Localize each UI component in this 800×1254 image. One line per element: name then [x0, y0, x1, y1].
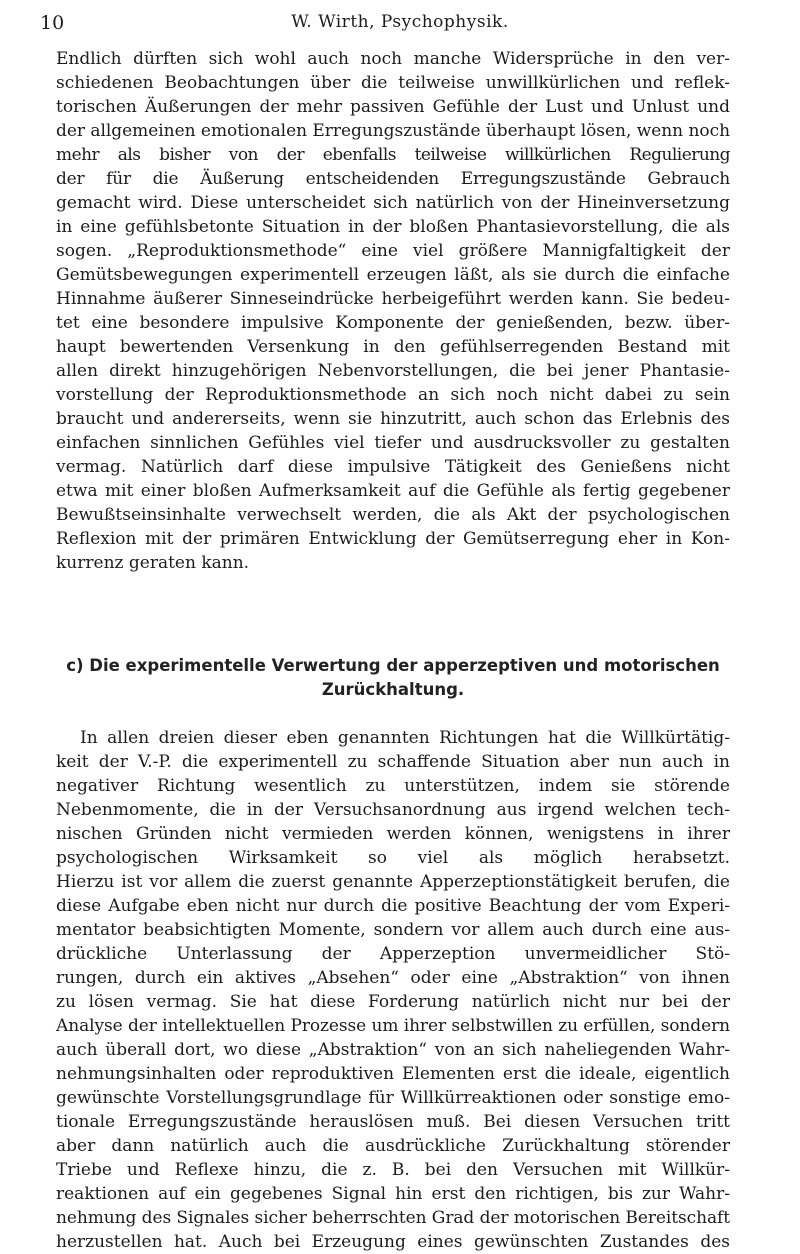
text-line: in eine gefühlsbetonte Situation in der bloßen Phantasievorstellung, die als	[56, 217, 730, 237]
text-line: drückliche Unterlassung der Apperzeption unvermeidlicher Stö-	[56, 944, 730, 964]
text-line: schiedenen Beobachtungen über die teilweise unwillkürlichen und reflek-	[56, 73, 730, 93]
text-line: diese Aufgabe eben nicht nur durch die positive Beachtung der vom Experi-	[56, 896, 730, 916]
text-line: etwa mit einer bloßen Aufmerksamkeit auf die Gefühle als fertig gegebener	[56, 481, 730, 501]
text-line: der für die Äußerung entscheidenden Erregungszustände Gebrauch	[56, 169, 730, 189]
text-line: einfachen sinnlichen Gefühles viel tiefer und ausdrucksvoller zu gestalten	[56, 433, 730, 453]
text-line: herzustellen hat. Auch bei Erzeugung eines gewünschten Zustandes des	[56, 1232, 730, 1252]
text-line: haupt bewertenden Versenkung in den gefühlserregenden Bestand mit	[56, 337, 730, 357]
text-line: Triebe und Reflexe hinzu, die z. B. bei den Versuchen mit Willkür-	[56, 1160, 730, 1180]
paragraph-1	[56, 47, 730, 575]
text-line: aber dann natürlich auch die ausdrückliche Zurückhaltung störender	[56, 1136, 730, 1156]
paragraph-2	[56, 726, 730, 1254]
text-line: sogen. „Reproduktionsmethode“ eine viel größere Mannigfaltigkeit der	[56, 241, 730, 261]
text-line: tet eine besondere impulsive Komponente der genießenden, bezw. über-	[56, 313, 730, 333]
text-line: tionale Erregungszustände herauslösen muß. Bei diesen Versuchen tritt	[56, 1112, 730, 1132]
text-line: reaktionen auf ein gegebenes Signal hin erst den richtigen, bis zur Wahr-	[56, 1184, 730, 1204]
text-line: nehmungsinhalten oder reproduktiven Elementen erst die ideale, eigentlich	[56, 1064, 730, 1084]
text-line: Endlich dürften sich wohl auch noch manche Widersprüche in den ver-	[56, 49, 730, 69]
text-line: Hinnahme äußerer Sinneseindrücke herbeigeführt werden kann. Sie bedeu-	[56, 289, 730, 309]
text-line: negativer Richtung wesentlich zu unterstützen, indem sie störende	[56, 776, 730, 796]
text-line: Reflexion mit der primären Entwicklung der Gemütserregung eher in Kon-	[56, 529, 730, 549]
text-line: allen direkt hinzugehörigen Nebenvorstellungen, die bei jener Phantasie-	[56, 361, 730, 381]
text-line: torischen Äußerungen der mehr passiven Gefühle der Lust und Unlust und	[56, 97, 730, 117]
text-line: kurrenz geraten kann.	[56, 553, 250, 573]
section-heading-line: c) Die experimentelle Verwertung der apperzeptiven und motorischen	[66, 656, 720, 675]
text-line: der allgemeinen emotionalen Erregungszustände überhaupt lösen, wenn noch	[56, 121, 730, 141]
text-line: gewünschte Vorstellungsgrundlage für Willkürreaktionen oder sonstige emo-	[56, 1088, 730, 1108]
text-line: rungen, durch ein aktives „Absehen“ oder eine „Abstraktion“ von ihnen	[56, 968, 730, 988]
text-line: zu lösen vermag. Sie hat diese Forderung natürlich nicht nur bei der	[56, 992, 730, 1012]
text-line: vorstellung der Reproduktionsmethode an sich noch nicht dabei zu sein	[56, 385, 730, 405]
text-line: Nebenmomente, die in der Versuchsanordnung aus irgend welchen tech-	[56, 800, 730, 820]
page-number: 10	[40, 12, 65, 34]
text-line: mentator beabsichtigten Momente, sondern vor allem auch durch eine aus-	[56, 920, 730, 940]
section-heading-line: Zurückhaltung.	[321, 680, 465, 699]
text-line: Bewußtseinsinhalte verwechselt werden, die als Akt der psychologischen	[56, 505, 730, 525]
section-heading	[56, 654, 730, 702]
text-line: gemacht wird. Diese unterscheidet sich natürlich von der Hineinversetzung	[56, 193, 730, 213]
running-head: W. Wirth, Psychophysik.	[291, 12, 509, 32]
page-header	[40, 12, 760, 38]
text-line: keit der V.-P. die experimentell zu schaffende Situation aber nun auch in	[56, 752, 730, 772]
text-line: psychologischen Wirksamkeit so viel als möglich herabsetzt.	[56, 848, 730, 868]
text-line: braucht und andererseits, wenn sie hinzutritt, auch schon das Erlebnis des	[56, 409, 730, 429]
text-line: Hierzu ist vor allem die zuerst genannte Apperzeptionstätigkeit berufen, die	[56, 872, 730, 892]
text-line: In allen dreien dieser eben genannten Richtungen hat die Willkürtätig-	[80, 728, 730, 748]
text-line: Analyse der intellektuellen Prozesse um ihrer selbstwillen zu erfüllen, sondern	[56, 1016, 730, 1036]
text-line: mehr als bisher von der ebenfalls teilweise willkürlichen Regulierung	[56, 145, 730, 165]
text-line: auch überall dort, wo diese „Abstraktion“ von an sich naheliegenden Wahr-	[56, 1040, 730, 1060]
text-line: vermag. Natürlich darf diese impulsive Tätigkeit des Genießens nicht	[56, 457, 730, 477]
text-line: nischen Gründen nicht vermieden werden können, wenigstens in ihrer	[56, 824, 730, 844]
text-line: nehmung des Signales sicher beherrschten Grad der motorischen Bereitschaft	[56, 1208, 730, 1228]
text-line: Gemütsbewegungen experimentell erzeugen läßt, als sie durch die einfache	[56, 265, 730, 285]
